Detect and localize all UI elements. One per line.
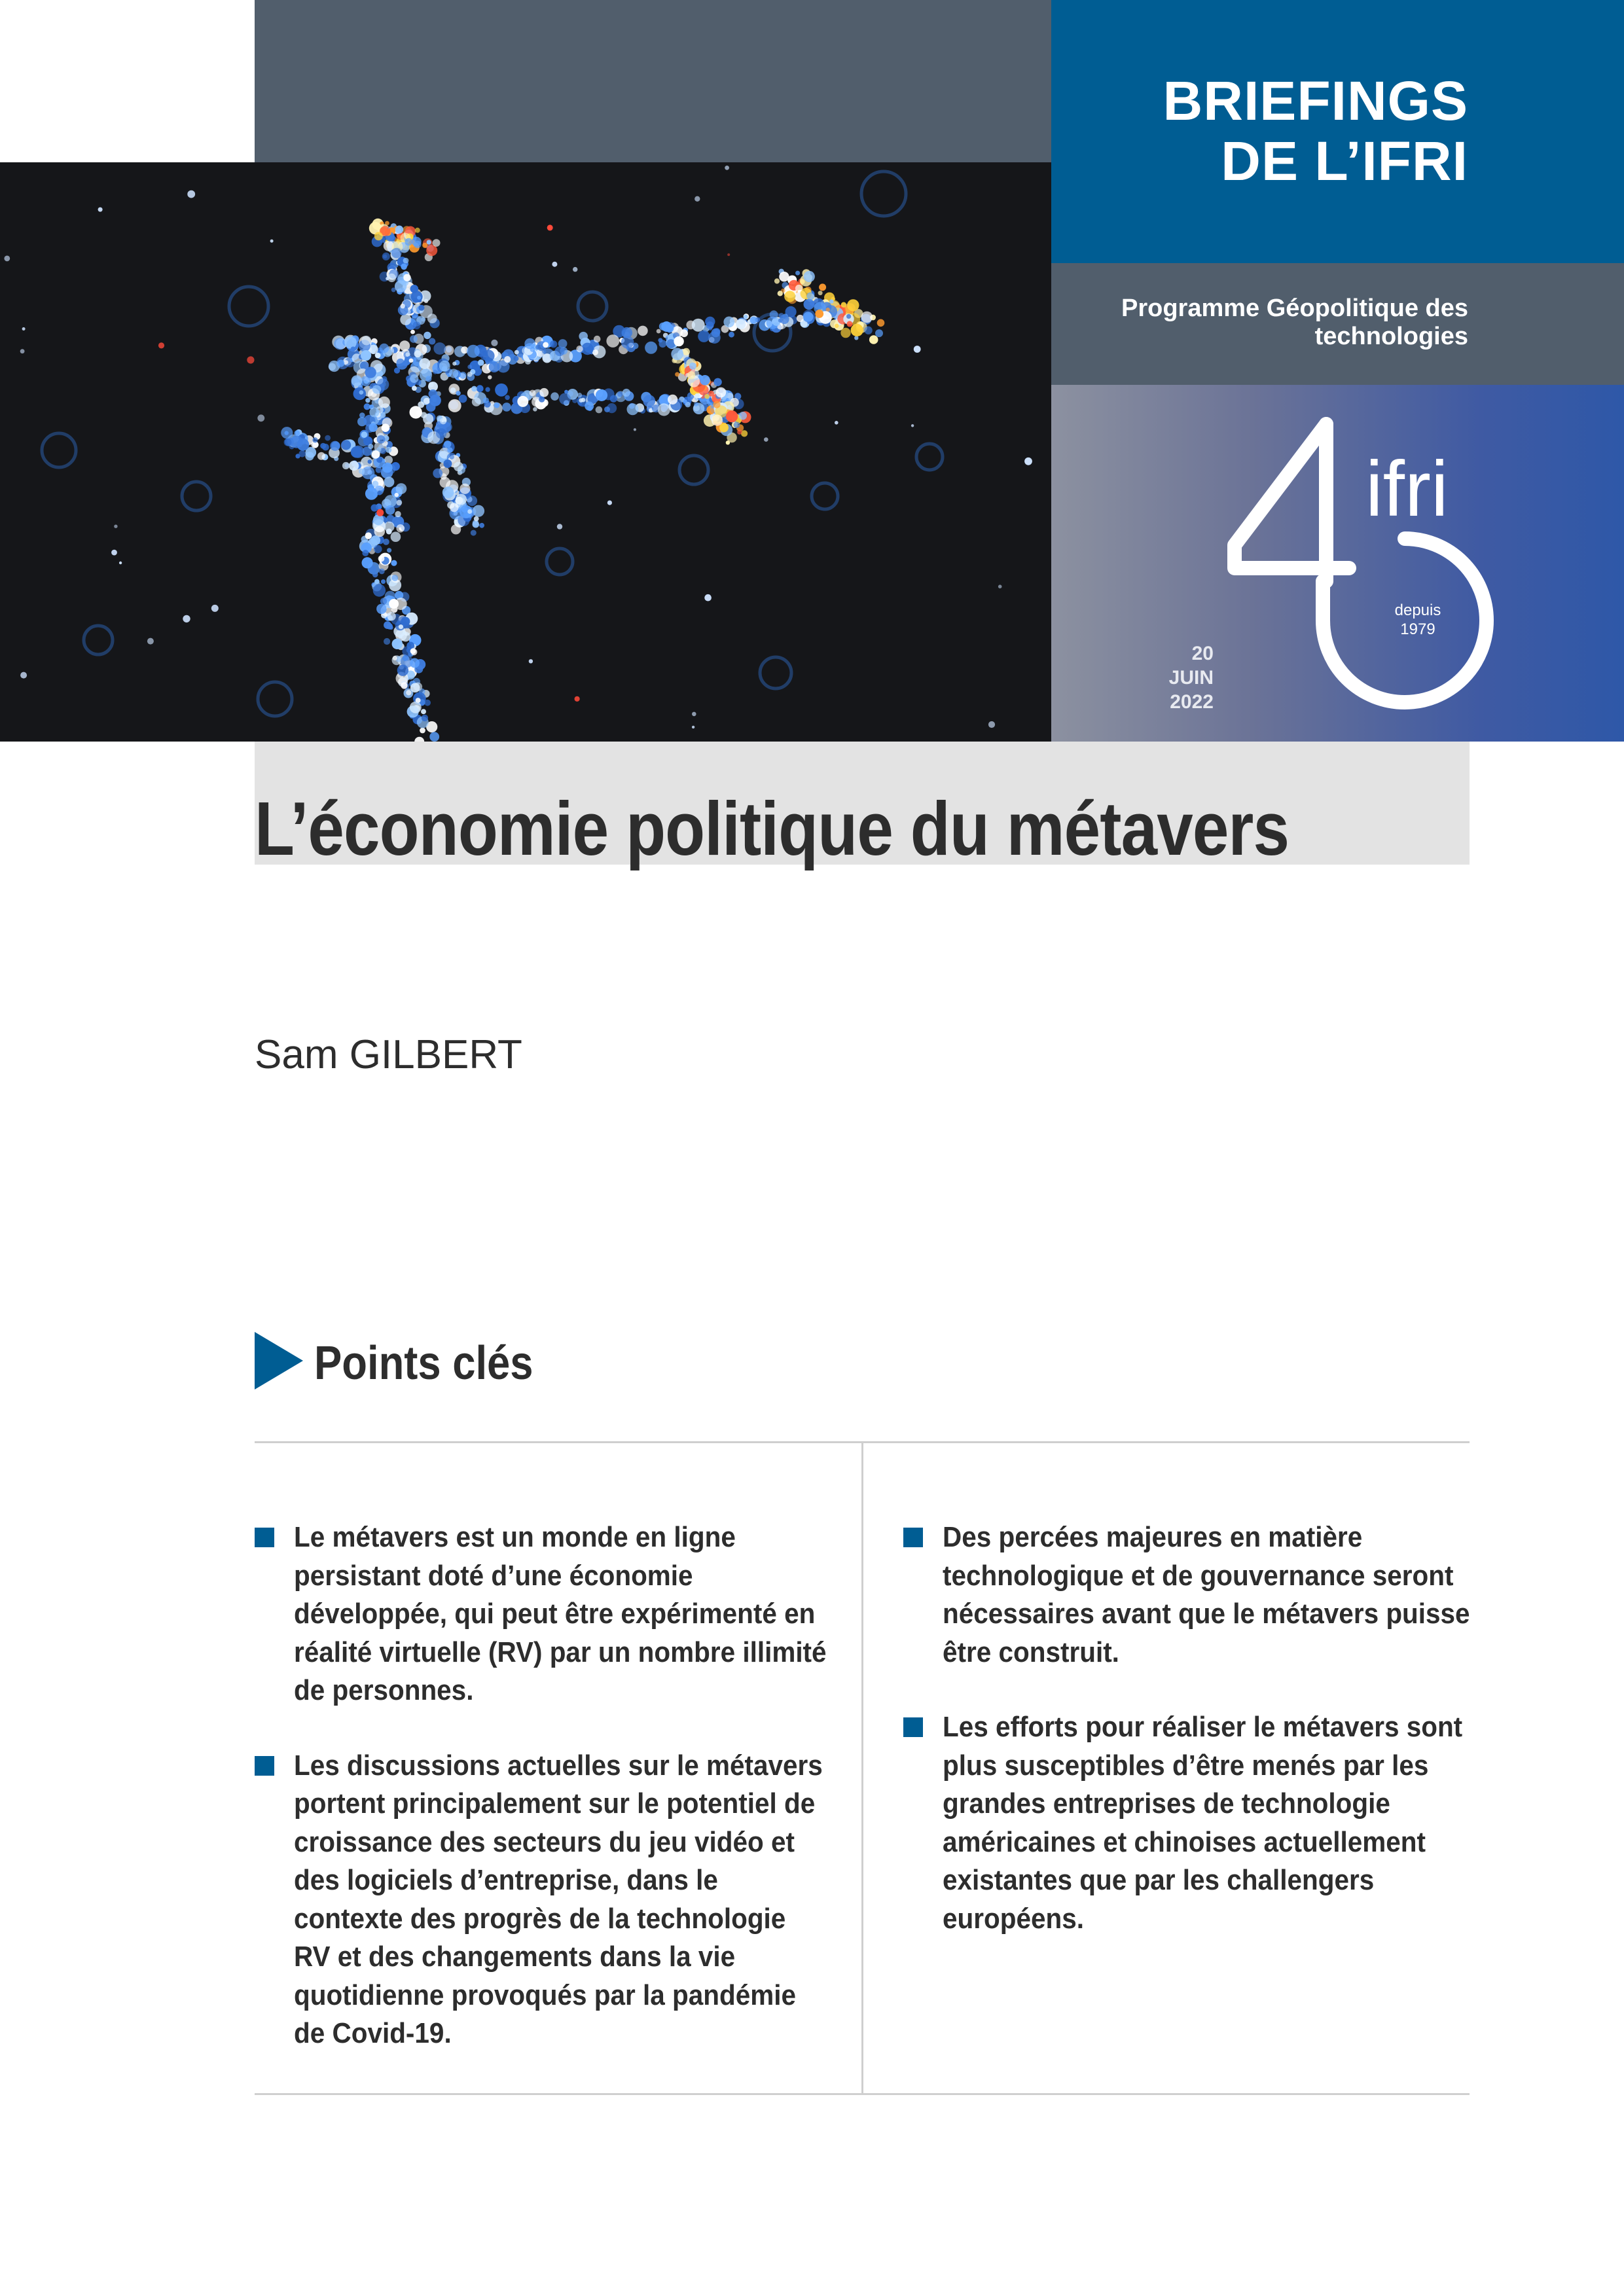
list-item [255, 1518, 831, 1710]
author-name: Sam GILBERT [255, 1032, 522, 1077]
column-divider [861, 1443, 863, 2094]
logo-since-label: depuis [1394, 601, 1441, 619]
programme-label: Programme Géopolitique des technologies [1121, 295, 1468, 350]
cover-image [0, 162, 1051, 742]
vr-figure-illustration [0, 162, 1051, 742]
bullet-square-icon [255, 1528, 274, 1547]
publication-date [1155, 641, 1214, 714]
key-points-right-column [903, 1518, 1479, 1975]
series-title-line1: BRIEFINGS [1163, 70, 1468, 132]
bullet-square-icon [903, 1528, 923, 1547]
key-points-heading: Points clés [314, 1337, 533, 1390]
date-year: 2022 [1170, 691, 1214, 713]
bottom-divider [255, 2093, 1470, 2095]
key-points-left-column [255, 1518, 831, 2090]
logo-box [1051, 385, 1624, 742]
bullet-square-icon [255, 1756, 274, 1776]
series-title-line2: DE L’IFRI [1221, 130, 1468, 192]
list-item [903, 1708, 1479, 1938]
header-bar [255, 0, 1051, 162]
list-item-text: Le métavers est un monde en ligne persistant doté d’une économie développée, qui peut être expérimenté en réalité virtuelle (RV) par un nombre illimité de personnes. [294, 1521, 827, 1706]
list-item [255, 1747, 831, 2053]
date-day: 20 [1191, 643, 1214, 664]
document-title: L’économie politique du métavers [255, 786, 1290, 871]
list-item [903, 1518, 1479, 1672]
logo-since [1352, 601, 1483, 639]
brand-box [1051, 0, 1624, 263]
programme-box [1051, 263, 1624, 385]
logo-wordmark: ifri [1365, 445, 1449, 533]
list-item-text: Les discussions actuelles sur le métavers portent principalement sur le potentiel de croissance des secteurs du jeu vidéo et des logiciels d’entreprise, dans le contexte des progrès de la technologie RV et des changements dans la vie quotidienne provoqués par la pandémie de Covid-19. [294, 1749, 823, 2049]
bullet-square-icon [903, 1717, 923, 1737]
series-title [1163, 71, 1468, 191]
date-month: JUIN [1168, 667, 1214, 689]
list-item-text: Des percées majeures en matière technologique et de gouvernance seront nécessaires avant que le métavers puisse être construit. [943, 1521, 1470, 1668]
logo-since-year: 1979 [1400, 620, 1435, 638]
list-item-text: Les efforts pour réaliser le métavers sont plus susceptibles d’être menés par les grandes entreprises de technologie américaines et chinoises actuellement existantes que par les challengers européens. [943, 1711, 1463, 1935]
ifri-40-logo [1051, 385, 1624, 742]
play-arrow-icon [255, 1332, 303, 1390]
